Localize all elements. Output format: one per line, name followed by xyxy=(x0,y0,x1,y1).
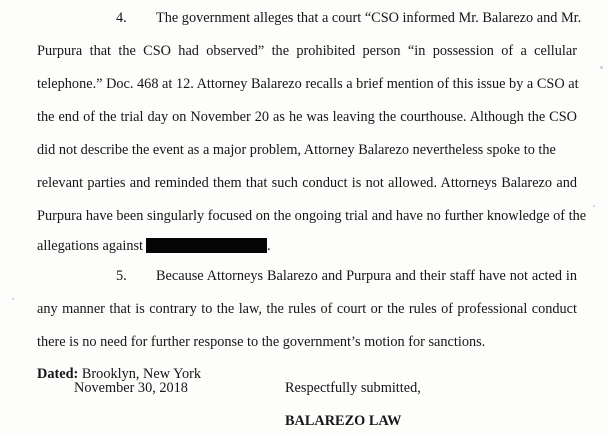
scan-speck xyxy=(600,66,603,69)
dated-date: November 30, 2018 xyxy=(74,380,188,396)
dated-colon: : xyxy=(73,366,79,382)
firm-name: BALAREZO LAW xyxy=(285,413,402,429)
paragraph-4-trailing-punct: . xyxy=(267,238,271,254)
closing-text: Respectfully submitted, xyxy=(285,380,421,396)
paragraph-4-line-6: relevant parties and reminded them that such conduct is not allowed. Attorneys Balarezo and xyxy=(37,175,577,191)
paragraph-4-line-7: Purpura have been singularly focused on the ongoing trial and have no further knowledge of the xyxy=(37,208,587,224)
scan-speck xyxy=(593,205,595,207)
redaction-block xyxy=(146,238,267,253)
paragraph-5-line-1: Because Attorneys Balarezo and Purpura and their staff have not acted in xyxy=(156,268,577,284)
paragraph-5-line-3: there is no need for further response to the government’s motion for sanctions. xyxy=(37,334,486,350)
scan-speck xyxy=(12,298,14,300)
paragraph-4-line-3: telephone.” Doc. 468 at 12. Attorney Balarezo recalls a brief mention of this issue by a CSO at xyxy=(37,76,579,92)
dated-location: Brooklyn, New York xyxy=(78,366,202,382)
paragraph-4-line-5: did not describe the event as a major problem, Attorney Balarezo nevertheless spoke to the xyxy=(37,142,556,158)
paragraph-4-line-4: the end of the trial day on November 20 as he was leaving the courthouse. Although the CSO xyxy=(37,109,577,125)
paragraph-5-line-2: any manner that is contrary to the law, the rules of court or the rules of professional conduct xyxy=(37,301,577,317)
paragraph-number-4: 4. xyxy=(116,10,127,26)
paragraph-number-5: 5. xyxy=(116,268,127,284)
paragraph-4-line-8 xyxy=(37,238,271,255)
paragraph-4-line-1: The government alleges that a court “CSO informed Mr. Balarezo and Mr. xyxy=(156,10,582,26)
dated-label: Dated xyxy=(37,366,74,382)
paragraph-4-line-8-text: allegations against xyxy=(37,238,144,254)
paragraph-4-line-2: Purpura that the CSO had observed” the prohibited person “in possession of a cellular xyxy=(37,43,577,59)
